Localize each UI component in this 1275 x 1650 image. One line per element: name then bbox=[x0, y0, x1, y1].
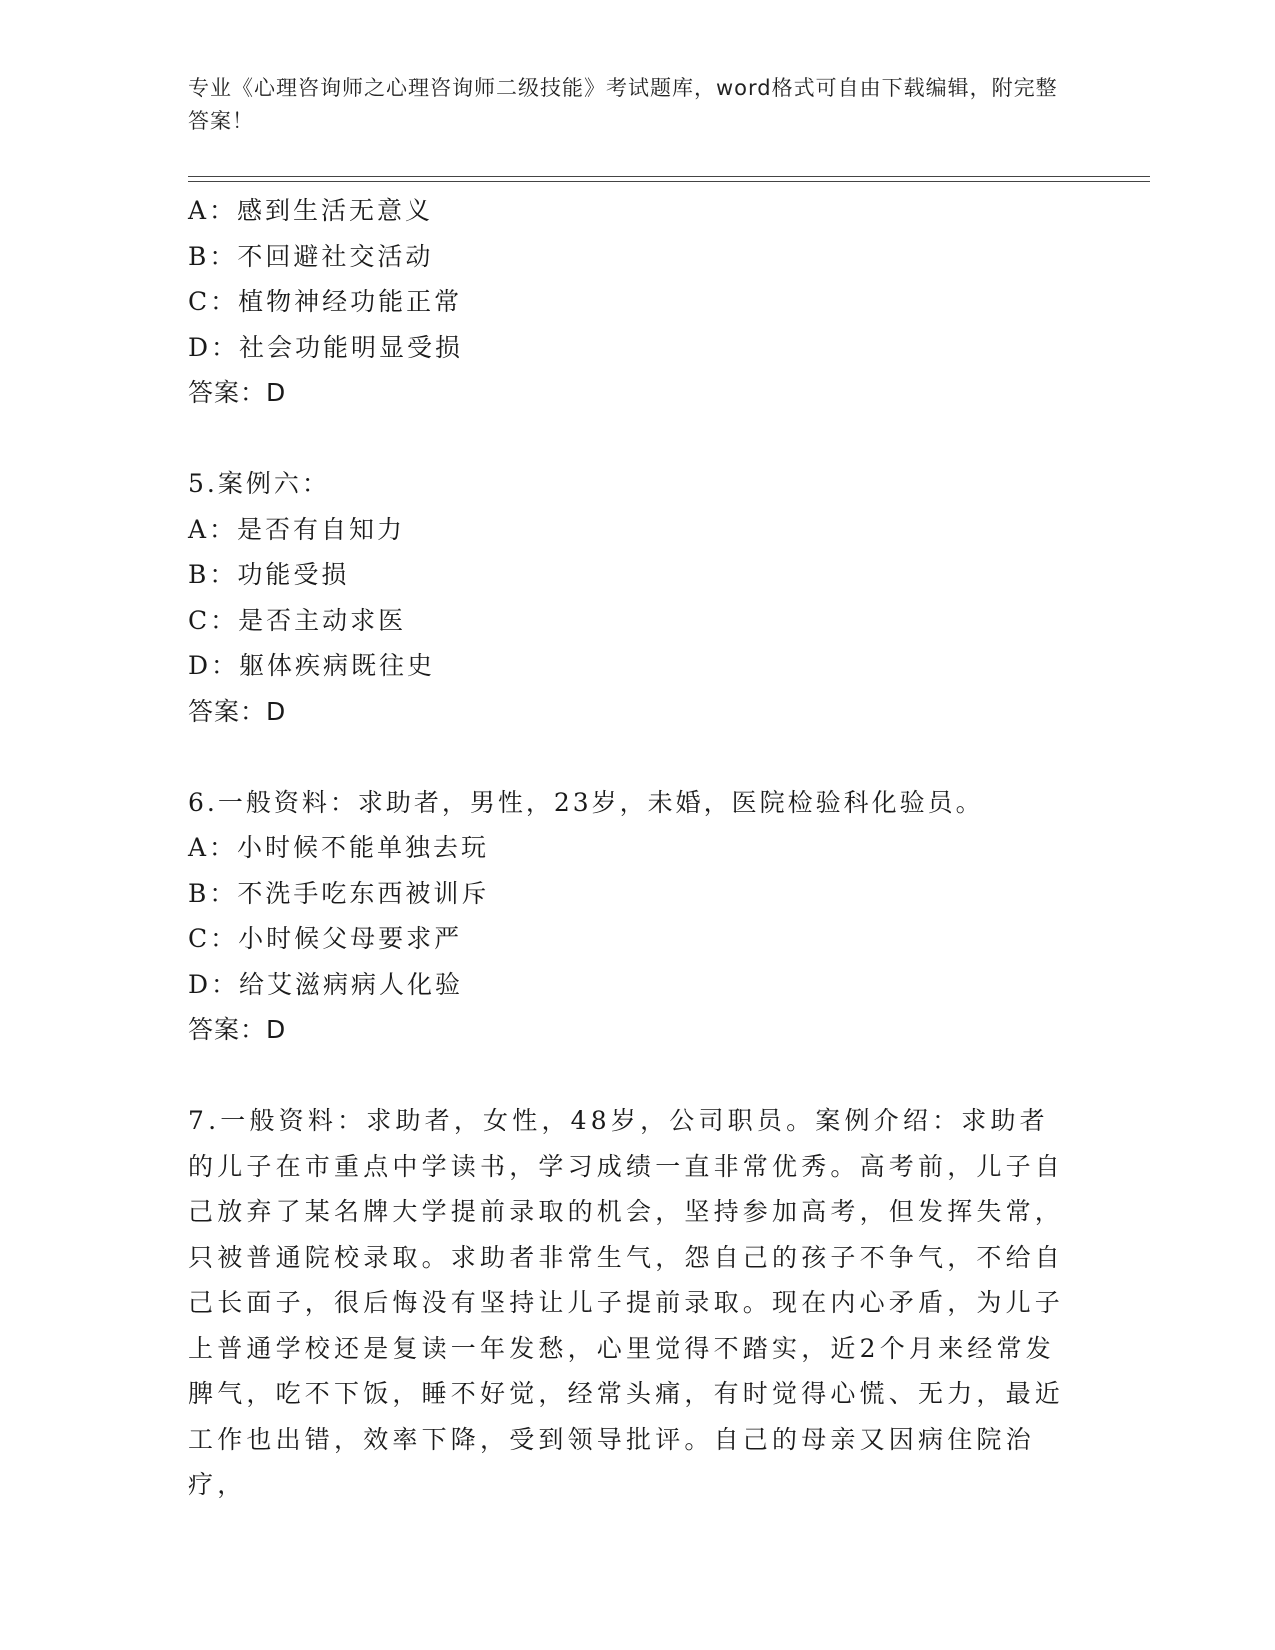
document-header: 专业《心理咨询师之心理咨询师二级技能》考试题库，word格式可自由下载编辑，附完整答案！ bbox=[188, 76, 1058, 133]
option-d: D：社会功能明显受损 bbox=[188, 332, 464, 362]
option-b: B：功能受损 bbox=[188, 560, 350, 589]
option-c: C：是否主动求医 bbox=[188, 605, 407, 635]
option-c: C：植物神经功能正常 bbox=[188, 287, 463, 316]
option-a: A：是否有自知力 bbox=[188, 514, 406, 544]
answer: 答案：D bbox=[188, 696, 287, 726]
header-divider-bottom bbox=[188, 181, 1150, 182]
question-stem: 7.一般资料：求助者，女性，48岁，公司职员。案例介绍：求助者的儿子在市重点中学读书，学习成绩一直非常优秀。高考前，儿子自己放弃了某名牌大学提前录取的机会，坚持参加高考，但发挥失常，只被普通院校录取。求助者非常生气，怨自己的孩子不争气，不给自己长面子，很后悔没有坚持让儿子提前录取。现在内心矛盾，为儿子上普通学校还是复读一年发愁，心里觉得不踏实，近2个月来经常发脾气，吃不下饭，睡不好觉，经常头痛，有时觉得心慌、无力，最近工作也出错，效率下降，受到领导批评。自己的母亲又因病住院治疗， bbox=[188, 1106, 1065, 1499]
question-stem: 6.一般资料：求助者，男性，23岁，未婚，医院检验科化验员。 bbox=[188, 787, 984, 817]
answer: 答案：D bbox=[188, 1015, 287, 1044]
header-divider-top bbox=[188, 176, 1150, 177]
option-a: A：小时候不能单独去玩 bbox=[188, 833, 490, 862]
option-b: B：不回避社交活动 bbox=[188, 241, 434, 271]
option-d: D：给艾滋病病人化验 bbox=[188, 969, 464, 999]
question-stem: 5.案例六： bbox=[188, 469, 330, 498]
option-a: A：感到生活无意义 bbox=[188, 196, 434, 225]
option-b: B：不洗手吃东西被训斥 bbox=[188, 878, 490, 908]
answer: 答案：D bbox=[188, 378, 287, 407]
question-content bbox=[188, 188, 1068, 1508]
option-c: C：小时候父母要求严 bbox=[188, 924, 463, 953]
option-d: D：躯体疾病既往史 bbox=[188, 651, 436, 680]
